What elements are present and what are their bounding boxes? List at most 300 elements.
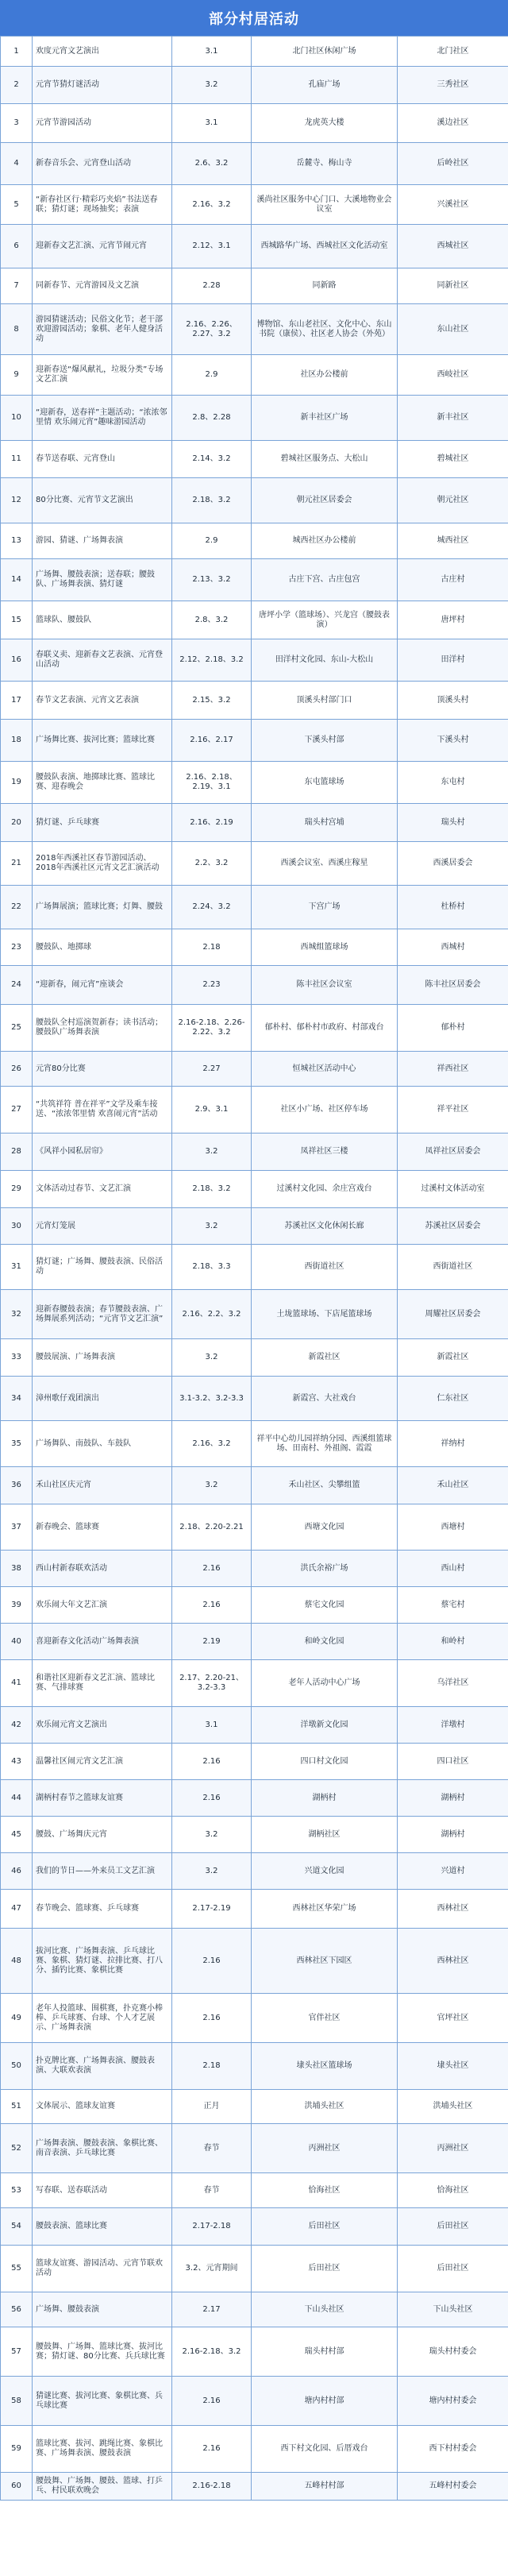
activity-place: 西城路华广场、西城社区文化活动室 (252, 225, 398, 268)
row-number: 4 (1, 143, 33, 185)
table-row (1, 1780, 508, 1817)
table-row (1, 1551, 508, 1587)
organizer: 西林社区 (398, 1890, 508, 1929)
activity-time: 2.15、3.2 (172, 682, 252, 720)
table-row (1, 185, 508, 225)
activity-time: 2.16-2.18 (172, 2473, 252, 2501)
organizer: 过溪村文体活动室 (398, 1171, 508, 1208)
activity-place: 瑞头村宫埔 (252, 804, 398, 842)
activity-time: 2.18、3.2 (172, 1171, 252, 1208)
organizer: 后田社区 (398, 2246, 508, 2292)
activity-name: 游园、猜谜、广场舞表演 (33, 523, 172, 559)
table-row (1, 559, 508, 601)
activity-name: 元宵节游园活动 (33, 104, 172, 143)
activity-time: 2.9、3.1 (172, 1087, 252, 1134)
organizer: 同新社区 (398, 268, 508, 304)
table-row (1, 682, 508, 720)
activity-time: 2.17 (172, 2292, 252, 2327)
activity-name: 新春音乐会、元宵登山活动 (33, 143, 172, 185)
activity-name: 温馨社区闹元宵文艺汇演 (33, 1744, 172, 1780)
row-number: 40 (1, 1624, 33, 1660)
activity-name: 西山村新春联欢活动 (33, 1551, 172, 1587)
organizer: 官坪社区 (398, 1994, 508, 2043)
activity-place: 新丰社区广场 (252, 396, 398, 441)
table-row (1, 37, 508, 67)
activity-name: 腰鼓队、地掷球 (33, 929, 172, 966)
activity-time: 2.13、3.2 (172, 559, 252, 601)
page-title: 部分村居活动 (0, 0, 508, 36)
table-row (1, 1853, 508, 1890)
activity-time: 3.1 (172, 37, 252, 67)
organizer: 洪埔头社区 (398, 2090, 508, 2124)
activity-time: 3.1 (172, 1707, 252, 1744)
activity-name: 拔河比赛、广场舞表演、乒乓球比赛、象棋、猜灯谜、拉排比赛、打八分、插钓比赛、象棋比赛 (33, 1929, 172, 1994)
table-row (1, 842, 508, 886)
activity-place: 凤祥社区三楼 (252, 1134, 398, 1171)
table-row (1, 143, 508, 185)
table-row (1, 2173, 508, 2208)
activity-name: 文体活动过春节、文艺汇演 (33, 1171, 172, 1208)
activity-place: 祥平中心幼儿园祥纳分园、西溪组篮球场、田南村、外祖阁、霞霞 (252, 1421, 398, 1467)
activity-place: 郁朴村、郁朴村市政府、村部戏台 (252, 1005, 398, 1052)
activity-place: 蔡宅文化园 (252, 1587, 398, 1624)
organizer: 后岭社区 (398, 143, 508, 185)
table-row (1, 1005, 508, 1052)
activity-name: 禾山社区庆元宵 (33, 1467, 172, 1504)
activity-place: 陈丰社区会议室 (252, 966, 398, 1005)
organizer: 瑞头村村委会 (398, 2327, 508, 2377)
activity-name: 2018年西溪社区春节游园活动、2018年西溪社区元宵文艺汇演活动 (33, 842, 172, 886)
row-number: 6 (1, 225, 33, 268)
row-number: 31 (1, 1245, 33, 1290)
activity-place: 西溪会议室、西溪庄稼星 (252, 842, 398, 886)
table-row (1, 1707, 508, 1744)
activity-time: 2.16-2.18、2.26-2.22、3.2 (172, 1005, 252, 1052)
table-row (1, 2124, 508, 2173)
table-row (1, 762, 508, 804)
table-row (1, 67, 508, 104)
activities-table (0, 36, 508, 2501)
activity-time: 2.23 (172, 966, 252, 1005)
organizer: 朝元社区 (398, 478, 508, 523)
activity-time: 2.16 (172, 1744, 252, 1780)
table-row (1, 2246, 508, 2292)
activity-time: 2.19 (172, 1624, 252, 1660)
activity-place: 孔庙广场 (252, 67, 398, 104)
activity-name: “共筑祥符 普在祥平”文学及乘车接送、“浓浓邻里情 欢喜闹元宵”活动 (33, 1087, 172, 1134)
table-row (1, 355, 508, 396)
activity-name: 春节文艺表演、元宵文艺表演 (33, 682, 172, 720)
activity-name: 我们的节日——外来员工文艺汇演 (33, 1853, 172, 1890)
activity-name: 湖柄村春节之篮球友谊赛 (33, 1780, 172, 1817)
organizer: 洋墩村 (398, 1707, 508, 1744)
row-number: 37 (1, 1504, 33, 1551)
organizer: 凤祥社区居委会 (398, 1134, 508, 1171)
row-number: 15 (1, 601, 33, 639)
activity-place: 朝元社区居委会 (252, 478, 398, 523)
row-number: 57 (1, 2327, 33, 2377)
activity-name: 同新春节、元宵游园及文艺演 (33, 268, 172, 304)
row-number: 49 (1, 1994, 33, 2043)
activity-place: 下宫广场 (252, 886, 398, 929)
organizer: 溪边社区 (398, 104, 508, 143)
activity-name: 迎新春文艺汇演、元宵节闹元宵 (33, 225, 172, 268)
activity-time: 3.2 (172, 1134, 252, 1171)
activity-place: 洪埔头社区 (252, 2090, 398, 2124)
activity-name: 欢乐闹元宵文艺演出 (33, 1707, 172, 1744)
activity-time: 2.17-2.19 (172, 1890, 252, 1929)
row-number: 48 (1, 1929, 33, 1994)
activity-name: 游园猜谜活动；民俗文化节；老干部欢迎游园活动；象棋、老年人健身活动 (33, 304, 172, 355)
organizer: 后田社区 (398, 2208, 508, 2246)
activity-name: 腰鼓队全村巡演贺新春；读书活动；腰鼓队广场舞表演 (33, 1005, 172, 1052)
activity-name: 80分比赛、元宵节文艺演出 (33, 478, 172, 523)
organizer: 埭头社区 (398, 2043, 508, 2090)
activity-place: 恰海社区 (252, 2173, 398, 2208)
activity-place: 湖柄社区 (252, 1817, 398, 1853)
table-row (1, 1587, 508, 1624)
row-number: 8 (1, 304, 33, 355)
organizer: 顶溪头村 (398, 682, 508, 720)
organizer: 祥西社区 (398, 1052, 508, 1087)
row-number: 41 (1, 1660, 33, 1707)
table-row (1, 2090, 508, 2124)
row-number: 11 (1, 441, 33, 478)
activity-name: 写春联、送春联活动 (33, 2173, 172, 2208)
row-number: 36 (1, 1467, 33, 1504)
activity-time: 2.16 (172, 1994, 252, 2043)
organizer: 祥平社区 (398, 1087, 508, 1134)
activity-name: 扑克牌比赛、广场舞表演、腰鼓表演、大联欢表演 (33, 2043, 172, 2090)
activity-name: 新春晚会、篮球赛 (33, 1504, 172, 1551)
row-number: 23 (1, 929, 33, 966)
row-number: 33 (1, 1339, 33, 1377)
table-row (1, 1134, 508, 1171)
activity-time: 2.14、3.2 (172, 441, 252, 478)
row-number: 56 (1, 2292, 33, 2327)
organizer: 仁东社区 (398, 1377, 508, 1421)
table-row (1, 804, 508, 842)
activity-name: 元宵节猜灯谜活动 (33, 67, 172, 104)
activity-time: 2.16、2.19 (172, 804, 252, 842)
row-number: 14 (1, 559, 33, 601)
organizer: 祥纳村 (398, 1421, 508, 1467)
organizer: 东山社区 (398, 304, 508, 355)
activity-time: 2.18、3.3 (172, 1245, 252, 1290)
row-number: 19 (1, 762, 33, 804)
activity-time: 2.18、3.2 (172, 478, 252, 523)
table-row (1, 1744, 508, 1780)
row-number: 16 (1, 639, 33, 682)
activity-time: 2.24、3.2 (172, 886, 252, 929)
row-number: 54 (1, 2208, 33, 2246)
row-number: 52 (1, 2124, 33, 2173)
row-number: 51 (1, 2090, 33, 2124)
activity-place: 后田社区 (252, 2208, 398, 2246)
activity-time: 2.8、3.2 (172, 601, 252, 639)
row-number: 7 (1, 268, 33, 304)
activity-place: 社区小广场、社区停车场 (252, 1087, 398, 1134)
activities-table-body (1, 37, 508, 2501)
row-number: 46 (1, 1853, 33, 1890)
activity-name: 腰鼓展演、广场舞表演 (33, 1339, 172, 1377)
activity-place: 四口村文化园 (252, 1744, 398, 1780)
organizer: 西街道社区 (398, 1245, 508, 1290)
activity-place: 东屯篮球场 (252, 762, 398, 804)
activity-time: 3.2 (172, 1339, 252, 1377)
organizer: 杜桥村 (398, 886, 508, 929)
activity-name: 元宵80分比赛 (33, 1052, 172, 1087)
activity-place: 过溪村文化园、余庄宫戏台 (252, 1171, 398, 1208)
activity-place: 西下村文化园、后厝戏台 (252, 2426, 398, 2473)
activity-time: 2.12、3.1 (172, 225, 252, 268)
activity-place: 丙洲社区 (252, 2124, 398, 2173)
table-row (1, 1421, 508, 1467)
activity-time: 2.28 (172, 268, 252, 304)
activity-time: 2.16 (172, 2426, 252, 2473)
activity-time: 2.16、2.2、3.2 (172, 1290, 252, 1339)
activity-name: 猜灯谜；广场舞、腰鼓表演、民俗活动 (33, 1245, 172, 1290)
row-number: 53 (1, 2173, 33, 2208)
table-row (1, 304, 508, 355)
organizer: 蔡宅村 (398, 1587, 508, 1624)
row-number: 35 (1, 1421, 33, 1467)
activity-place: 禾山社区、尖攀组篮 (252, 1467, 398, 1504)
activity-place: 五峰村村部 (252, 2473, 398, 2501)
activity-name: 欢度元宵文艺演出 (33, 37, 172, 67)
table-row (1, 2426, 508, 2473)
activity-time: 2.17、2.20-21、3.2-3.3 (172, 1660, 252, 1707)
organizer: 西塘村 (398, 1504, 508, 1551)
organizer: 塘内村村委会 (398, 2377, 508, 2426)
activity-place: 新霞社区 (252, 1339, 398, 1377)
organizer: 乌洋社区 (398, 1660, 508, 1707)
table-row (1, 225, 508, 268)
activity-time: 2.6、3.2 (172, 143, 252, 185)
table-row (1, 2208, 508, 2246)
activity-name: 春节送春联、元宵登山 (33, 441, 172, 478)
table-row (1, 1087, 508, 1134)
activity-time: 2.18、2.20-2.21 (172, 1504, 252, 1551)
activity-name: 春节晚会、篮球赛、乒乓球赛 (33, 1890, 172, 1929)
organizer: 兴道村 (398, 1853, 508, 1890)
row-number: 58 (1, 2377, 33, 2426)
organizer: 西林社区 (398, 1929, 508, 1994)
activity-time: 2.27 (172, 1052, 252, 1087)
activity-time: 2.12、2.18、3.2 (172, 639, 252, 682)
activity-time: 2.16 (172, 1551, 252, 1587)
row-number: 43 (1, 1744, 33, 1780)
activity-time: 2.8、2.28 (172, 396, 252, 441)
activity-time: 3.2 (172, 1817, 252, 1853)
activity-time: 正月 (172, 2090, 252, 2124)
activity-name: 广场舞、腰鼓表演；送春联；腰鼓队、广场舞表演、猜灯谜 (33, 559, 172, 601)
row-number: 21 (1, 842, 33, 886)
organizer: 田洋村 (398, 639, 508, 682)
table-row (1, 1467, 508, 1504)
activity-place: 西林社区华荣广场 (252, 1890, 398, 1929)
organizer: 西下村村委会 (398, 2426, 508, 2473)
table-row (1, 1504, 508, 1551)
row-number: 18 (1, 720, 33, 762)
row-number: 30 (1, 1208, 33, 1245)
activity-time: 3.1-3.2、3.2-3.3 (172, 1377, 252, 1421)
table-row (1, 1245, 508, 1290)
activity-place: 洪氏余裕广场 (252, 1551, 398, 1587)
row-number: 24 (1, 966, 33, 1005)
table-row (1, 720, 508, 762)
activity-place: 西街道社区 (252, 1245, 398, 1290)
activity-place: 社区办公楼前 (252, 355, 398, 396)
activity-place: 碧城社区服务点、大松山 (252, 441, 398, 478)
table-row (1, 1817, 508, 1853)
organizer: 西城社区 (398, 225, 508, 268)
activity-place: 同新路 (252, 268, 398, 304)
activity-place: 下山头社区 (252, 2292, 398, 2327)
activity-name: 腰鼓队表演、地掷球比赛、篮球比赛、迎春晚会 (33, 762, 172, 804)
activity-name: 老年人投篮球、围棋赛，扑克赛小棒棒、乒乓球赛、台球、个人才艺展示、广场舞表演 (33, 1994, 172, 2043)
organizer: 四口社区 (398, 1744, 508, 1780)
row-number: 55 (1, 2246, 33, 2292)
activity-time: 3.2、元宵期间 (172, 2246, 252, 2292)
organizer: 西山村 (398, 1551, 508, 1587)
table-row (1, 1660, 508, 1707)
activity-place: 恒城社区活动中心 (252, 1052, 398, 1087)
activity-place: 埭头社区篮球场 (252, 2043, 398, 2090)
row-number: 22 (1, 886, 33, 929)
organizer: 西城村 (398, 929, 508, 966)
organizer: 西溪居委会 (398, 842, 508, 886)
organizer: 北门社区 (398, 37, 508, 67)
activity-name: 广场舞队、南鼓队、车鼓队 (33, 1421, 172, 1467)
row-number: 38 (1, 1551, 33, 1587)
activity-name: 文体展示、篮球友谊赛 (33, 2090, 172, 2124)
table-row (1, 2327, 508, 2377)
activity-time: 2.2、3.2 (172, 842, 252, 886)
activity-name: 腰鼓表演、篮球比赛 (33, 2208, 172, 2246)
table-row (1, 1052, 508, 1087)
organizer: 苏溪社区居委会 (398, 1208, 508, 1245)
table-row (1, 523, 508, 559)
activity-place: 老年人活动中心广场 (252, 1660, 398, 1707)
organizer: 新霞社区 (398, 1339, 508, 1377)
activity-place: 官伴社区 (252, 1994, 398, 2043)
activity-name: 篮球友谊赛、游园活动、元宵节联欢活动 (33, 2246, 172, 2292)
activity-name: 广场舞展演；篮球比赛；灯舞、腰鼓 (33, 886, 172, 929)
table-row (1, 268, 508, 304)
activity-place: 顶溪头村部门口 (252, 682, 398, 720)
activity-place: 洋墩新文化园 (252, 1707, 398, 1744)
table-row (1, 1290, 508, 1339)
activity-time: 2.16、2.18、2.19、3.1 (172, 762, 252, 804)
activity-place: 下溪头村部 (252, 720, 398, 762)
organizer: 兴溪社区 (398, 185, 508, 225)
organizer: 五峰村村委会 (398, 2473, 508, 2501)
activity-place: 和岭文化园 (252, 1624, 398, 1660)
activity-time: 3.2 (172, 1208, 252, 1245)
row-number: 27 (1, 1087, 33, 1134)
table-row (1, 639, 508, 682)
activity-time: 2.16 (172, 1780, 252, 1817)
row-number: 1 (1, 37, 33, 67)
activity-place: 城西社区办公楼前 (252, 523, 398, 559)
activity-name: 猜灯谜、乒乓球赛 (33, 804, 172, 842)
row-number: 25 (1, 1005, 33, 1052)
table-row (1, 2292, 508, 2327)
organizer: 瑞头村 (398, 804, 508, 842)
activity-name: 腰鼓舞、广场舞、篮球比赛、拔河比赛；猜灯谜、80分比赛、兵兵球比赛 (33, 2327, 172, 2377)
organizer: 城西社区 (398, 523, 508, 559)
table-row (1, 1624, 508, 1660)
organizer: 西岐社区 (398, 355, 508, 396)
organizer: 唐坪村 (398, 601, 508, 639)
row-number: 45 (1, 1817, 33, 1853)
row-number: 17 (1, 682, 33, 720)
table-row (1, 1994, 508, 2043)
table-row (1, 2473, 508, 2501)
table-row (1, 441, 508, 478)
activity-place: 溪尚社区服务中心门口、大溪地物业会议室 (252, 185, 398, 225)
organizer: 下山头社区 (398, 2292, 508, 2327)
table-row (1, 929, 508, 966)
activity-place: 土垅篮球场、下店尾篮球场 (252, 1290, 398, 1339)
activity-place: 龙虎英大楼 (252, 104, 398, 143)
row-number: 50 (1, 2043, 33, 2090)
row-number: 20 (1, 804, 33, 842)
activity-name: 迎新春腰鼓表演；春节腰鼓表演、广场舞展系列活动；“元宵节文艺汇演” (33, 1290, 172, 1339)
activity-place: 塘内村村部 (252, 2377, 398, 2426)
row-number: 12 (1, 478, 33, 523)
activity-name: 篮球队、腰鼓队 (33, 601, 172, 639)
activity-place: 古庄下宫、古庄包宫 (252, 559, 398, 601)
activity-place: 瑞头村村部 (252, 2327, 398, 2377)
activity-place: 西城组篮球场 (252, 929, 398, 966)
row-number: 59 (1, 2426, 33, 2473)
organizer: 和岭村 (398, 1624, 508, 1660)
activity-time: 2.9 (172, 523, 252, 559)
activity-name: 猜谜比赛、拔河比赛、象棋比赛、兵乓球比赛 (33, 2377, 172, 2426)
activity-name: 元宵灯笼展 (33, 1208, 172, 1245)
activity-place: 唐坪小学（篮球场）、兴龙宫（腰鼓表演） (252, 601, 398, 639)
activity-time: 2.18 (172, 2043, 252, 2090)
activity-name: 和谐社区迎新春文艺汇演、篮球比赛、气排球赛 (33, 1660, 172, 1707)
activity-name: “迎新春，送春祥”主题活动；“浓浓邻里情 欢乐闹元宵”趣味游园活动 (33, 396, 172, 441)
organizer: 周耀社区居委会 (398, 1290, 508, 1339)
organizer: 下溪头村 (398, 720, 508, 762)
row-number: 47 (1, 1890, 33, 1929)
organizer: 湖柄村 (398, 1780, 508, 1817)
row-number: 10 (1, 396, 33, 441)
activity-name: 广场舞表演、腰鼓表演、象棋比赛、南音表演、乒乓球比赛 (33, 2124, 172, 2173)
activity-name: 喜迎新春文化活动广场舞表演 (33, 1624, 172, 1660)
table-row (1, 478, 508, 523)
activity-place: 西林社区下园区 (252, 1929, 398, 1994)
row-number: 26 (1, 1052, 33, 1087)
activity-time: 2.16 (172, 1929, 252, 1994)
activity-name: 篮球比赛、拔河、跳绳比赛、象棋比赛、广场舞表演、腰鼓表演 (33, 2426, 172, 2473)
activity-name: 漳州歌仔戏团演出 (33, 1377, 172, 1421)
organizer: 丙洲社区 (398, 2124, 508, 2173)
activity-place: 田洋村文化园、东山-大松山 (252, 639, 398, 682)
activity-time: 3.2 (172, 1853, 252, 1890)
row-number: 42 (1, 1707, 33, 1744)
activity-name: 欢乐闹大年文艺汇演 (33, 1587, 172, 1624)
activity-time: 2.18 (172, 929, 252, 966)
row-number: 13 (1, 523, 33, 559)
activity-name: 《风祥小园私居帘》 (33, 1134, 172, 1171)
activity-place: 岳麓寺、梅山寺 (252, 143, 398, 185)
activity-time: 春节 (172, 2173, 252, 2208)
